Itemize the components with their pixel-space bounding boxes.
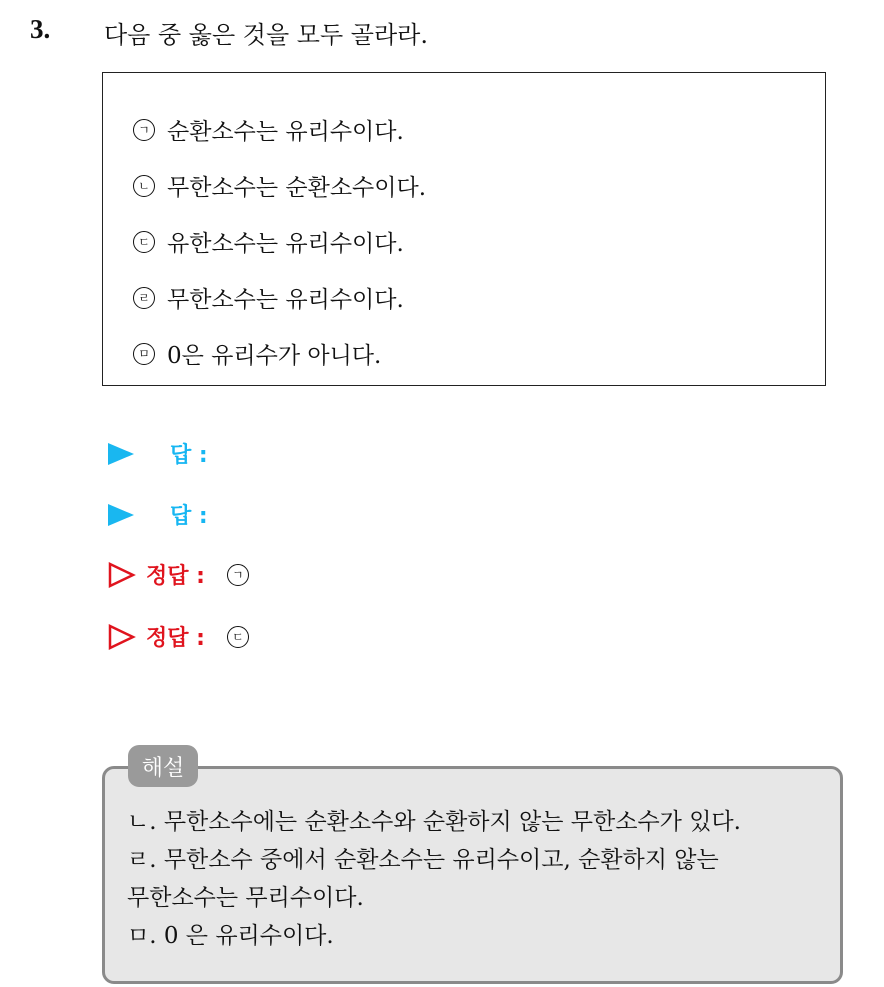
outline-triangle-icon bbox=[108, 562, 136, 588]
choice-item bbox=[133, 113, 404, 146]
explanation-line: 무한소수는 무리수이다. bbox=[127, 885, 364, 911]
choice-item bbox=[133, 225, 404, 258]
choice-text: 무한소수는 유리수이다. bbox=[167, 287, 404, 313]
explanation-text bbox=[127, 803, 826, 955]
play-triangle-icon bbox=[108, 504, 134, 526]
choice-text: 무한소수는 순환소수이다. bbox=[167, 175, 427, 201]
explanation-line: ㄹ. 무한소수 중에서 순환소수는 유리수이고, 순환하지 않는 bbox=[127, 847, 719, 873]
question-text: 다음 중 옳은 것을 모두 골라라. bbox=[104, 21, 428, 49]
outline-triangle-icon bbox=[108, 624, 136, 650]
correct-answer-row bbox=[108, 559, 261, 590]
answer-label: 답 : bbox=[170, 504, 208, 529]
question-number: 3. bbox=[30, 14, 51, 44]
circled-letter-icon: ㄱ bbox=[227, 564, 249, 586]
correct-answer-row bbox=[108, 621, 261, 652]
explanation-box bbox=[102, 766, 843, 984]
choice-item bbox=[133, 281, 404, 314]
choice-text: 0은 유리수가 아니다. bbox=[167, 343, 382, 369]
explanation-tab: 해설 bbox=[128, 745, 198, 787]
choice-item bbox=[133, 169, 426, 202]
play-triangle-icon bbox=[108, 443, 134, 465]
answer-blank-row bbox=[108, 438, 208, 469]
choice-item bbox=[133, 337, 381, 370]
answer-label: 답 : bbox=[170, 443, 208, 468]
correct-answer-label: 정답 : bbox=[146, 626, 205, 651]
circled-letter-icon: ㅁ bbox=[133, 343, 155, 365]
explanation-line: ㄴ. 무한소수에는 순환소수와 순환하지 않는 무한소수가 있다. bbox=[127, 809, 741, 835]
circled-letter-icon: ㄷ bbox=[133, 231, 155, 253]
correct-answer-label: 정답 : bbox=[146, 564, 205, 589]
circled-letter-icon: ㄱ bbox=[133, 119, 155, 141]
choice-text: 순환소수는 유리수이다. bbox=[167, 119, 404, 145]
explanation-line: ㅁ. 0 은 유리수이다. bbox=[127, 923, 334, 949]
circled-letter-icon: ㄷ bbox=[227, 626, 249, 648]
answer-blank-row bbox=[108, 499, 208, 530]
choice-text: 유한소수는 유리수이다. bbox=[167, 231, 404, 257]
circled-letter-icon: ㄹ bbox=[133, 287, 155, 309]
choice-box bbox=[102, 72, 826, 386]
circled-letter-icon: ㄴ bbox=[133, 175, 155, 197]
